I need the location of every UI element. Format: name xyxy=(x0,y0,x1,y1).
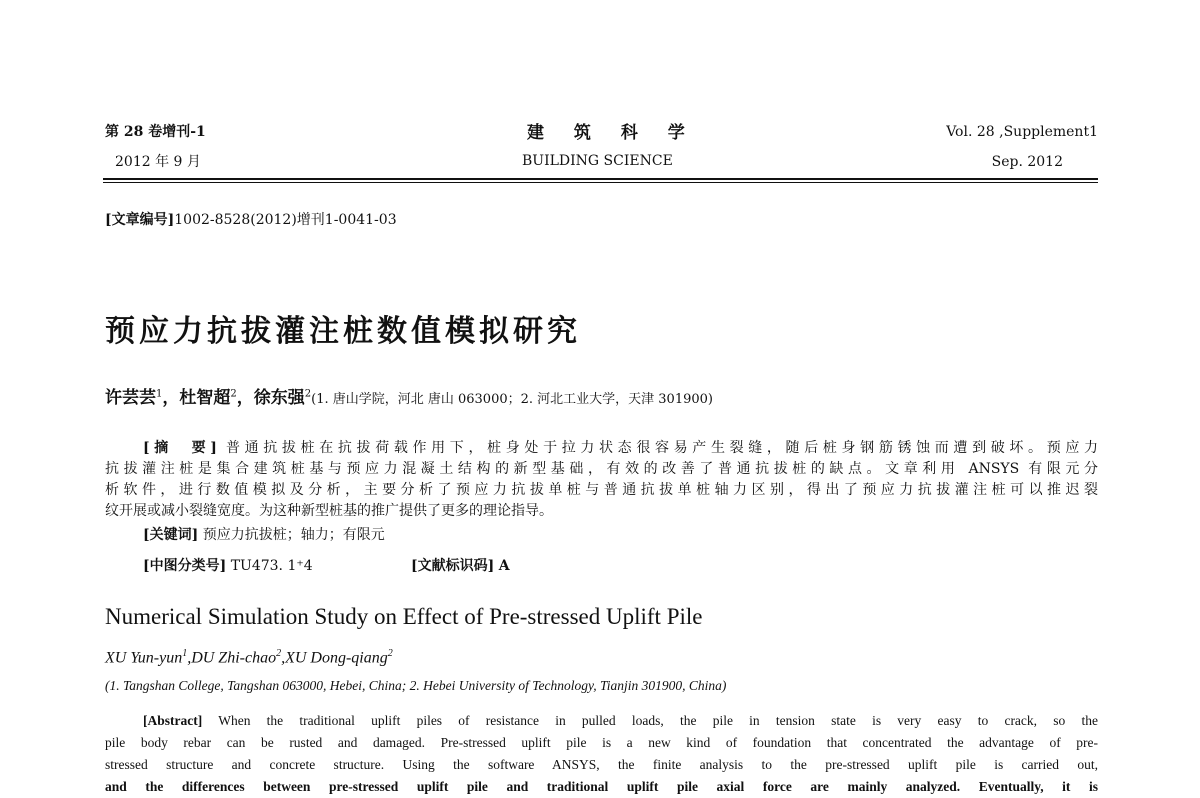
clc-label: [中图分类号] xyxy=(143,558,227,574)
abstract-en xyxy=(105,710,1098,798)
author-en-3: ,XU Dong-qiang xyxy=(281,649,388,667)
journal-name-cn: 建 筑 科 学 xyxy=(527,123,697,143)
abstract-cn-line xyxy=(105,438,1098,459)
affiliations-cn: (1. 唐山学院，河北 唐山 063000；2. 河北工业大学，天津 301900) xyxy=(311,392,713,407)
author-cn-3-sup: 2 xyxy=(304,388,312,400)
abstract-cn-text-1: 普通抗拔桩在抗拔荷载作用下，桩身处于拉力状态很容易产生裂缝，随后桩身钢筋锈蚀而遭到破坏。预应力 xyxy=(225,440,1098,456)
author-cn-2: 杜智超 xyxy=(179,388,231,408)
keywords-cn-label: [关键词] xyxy=(143,527,199,543)
abstract-cn-line: 抗拔灌注桩是集合建筑桩基与预应力混凝土结构的新型基础，有效的改善了普通抗拔桩的缺点。文章利用 ANSYS 有限元分 xyxy=(105,461,1098,477)
abstract-cn-line: 析软件，进行数值模拟及分析，主要分析了预应力抗拔单桩与普通抗拔单桩轴力区别，得出了预应力抗拔灌注桩可以推迟裂 xyxy=(105,482,1098,498)
affiliations-en: (1. Tangshan College, Tangshan 063000, Hebei, China; 2. Hebei University of Technology, Tianjin 301900, China) xyxy=(105,678,727,693)
doc-code-value: A xyxy=(498,558,510,574)
journal-volume-en: Vol. 28 ,Supplement1 xyxy=(946,124,1098,140)
journal-date-en: Sep. 2012 xyxy=(991,154,1063,170)
author-en-2: ,DU Zhi-chao xyxy=(187,649,277,667)
abstract-cn-label: [摘 要] xyxy=(143,440,217,456)
article-id xyxy=(105,209,397,229)
author-cn-1: 许芸芸 xyxy=(105,388,156,408)
abstract-cn-line: 纹开展或减小裂缝宽度。为这种新型桩基的推广提供了更多的理论指导。 xyxy=(105,503,553,519)
title-en: Numerical Simulation Study on Effect of Pre-stressed Uplift Pile xyxy=(105,604,703,629)
author-cn-3: 徐东强 xyxy=(253,388,305,408)
author-en-1: XU Yun-yun xyxy=(105,649,183,667)
author-cn-2-sup: 2 xyxy=(230,388,237,400)
author-cn-1-sup: 1 xyxy=(156,388,163,400)
clc-value: TU473. 1⁺4 xyxy=(230,558,313,574)
abstract-en-line: and the differences between pre-stressed uplift pile and traditional uplift pile axial force are mainly analyzed. Eventually, it is xyxy=(105,779,1098,794)
authors-en xyxy=(105,648,393,667)
header-rule-top xyxy=(103,178,1098,180)
keywords-cn-value: 预应力抗拔桩；轴力；有限元 xyxy=(202,527,385,543)
abstract-en-line xyxy=(105,710,1098,732)
author-en-2-sup: 2 xyxy=(276,648,282,659)
doc-code-row xyxy=(411,555,510,575)
journal-volume: 第 28 卷增刊-1 xyxy=(105,124,206,140)
article-id-value: 1002-8528(2012)增刊1-0041-03 xyxy=(174,212,397,228)
abstract-cn xyxy=(105,438,1098,522)
title-cn: 预应力抗拔灌注桩数值模拟研究 xyxy=(105,314,581,349)
keywords-cn xyxy=(143,524,385,544)
abstract-en-text-1: When the traditional uplift piles of resistance in pulled loads, the pile in tension state is very easy to crack, so the xyxy=(218,713,1098,728)
authors-cn: 许芸芸$^1$，杜智超$^2$，徐东强$^2$(1. 唐山学院，河北 唐山 063000；2. 河北工业大学，天津 301900) xyxy=(105,388,713,408)
abstract-en-line: stressed structure and concrete structure. Using the software ANSYS, the finite analysis to the pre-stressed uplift pile is carried out, xyxy=(105,757,1098,772)
author-en-1-sup: 1 xyxy=(182,648,188,659)
header-rule-bottom xyxy=(103,182,1098,183)
author-en-3-sup: 2 xyxy=(387,648,393,659)
article-id-label: [文章编号] xyxy=(105,212,175,228)
doc-code-label: [文献标识码] xyxy=(411,558,495,574)
abstract-en-label: [Abstract] xyxy=(143,713,203,728)
abstract-en-line: pile body rebar can be rusted and damaged. Pre-stressed uplift pile is a new kind of foundation that concentrated the advantage of pre- xyxy=(105,735,1098,750)
journal-name-en: BUILDING SCIENCE xyxy=(522,153,673,169)
classification-row xyxy=(143,555,313,575)
journal-date: 2012 年 9 月 xyxy=(115,154,201,170)
